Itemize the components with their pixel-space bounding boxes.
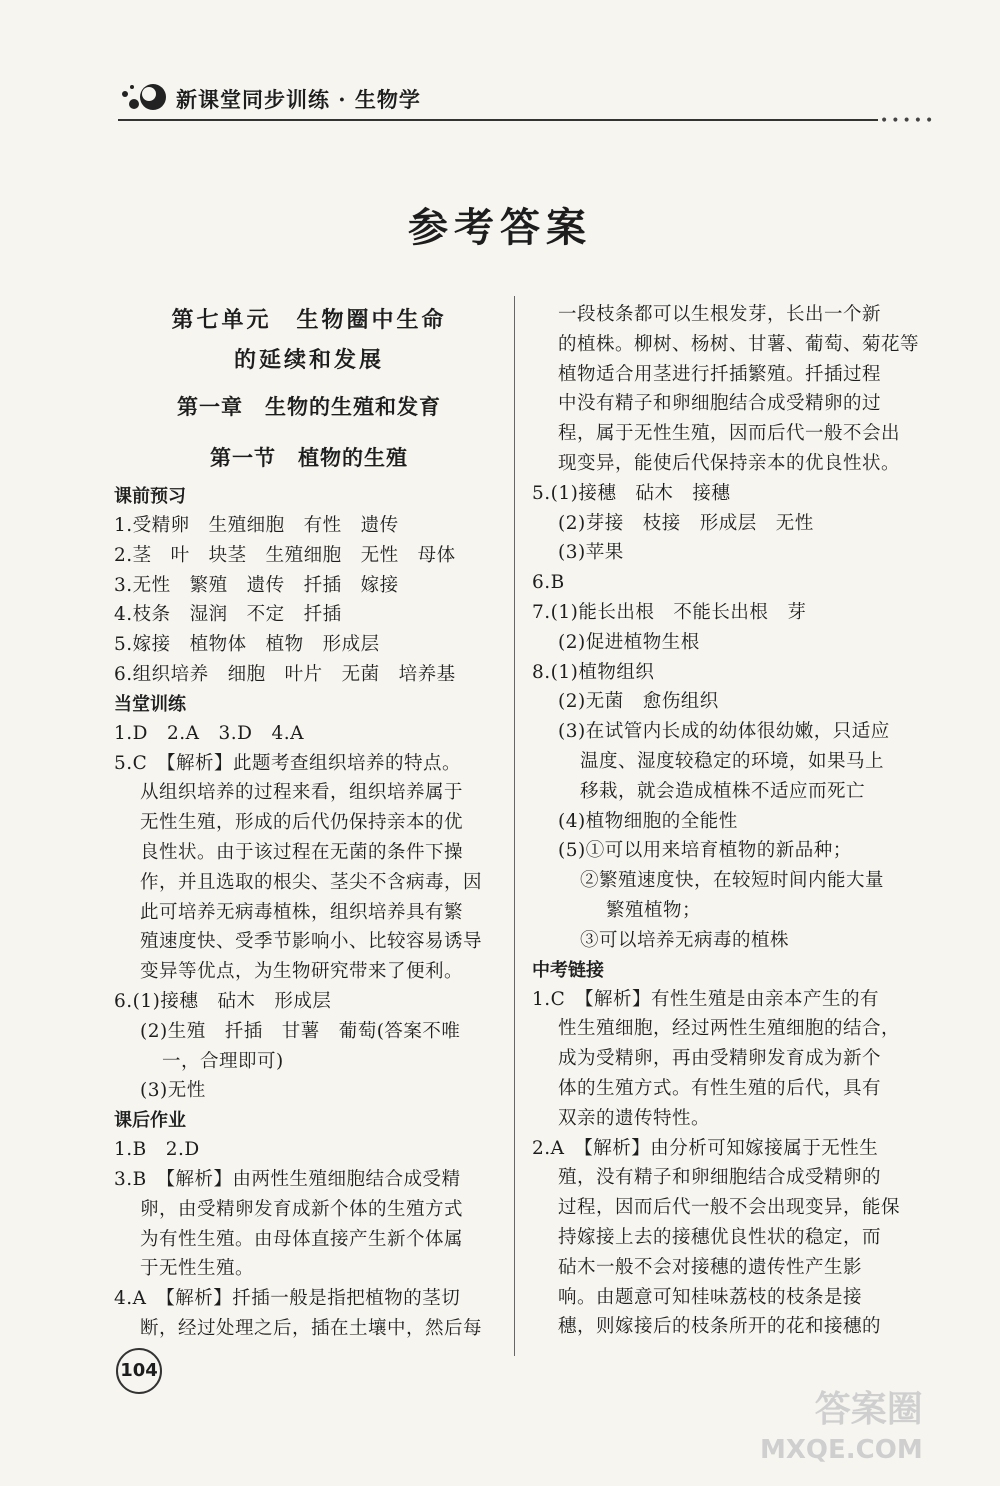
answer-line: (4)植物细胞的全能性 — [558, 810, 738, 832]
answer-line: (3)无性 — [140, 1080, 206, 1102]
answer-line: 作，并且选取的根尖、茎尖不含病毒，因 — [140, 871, 483, 893]
answer-line: (2)无菌 愈伤组织 — [558, 691, 719, 713]
answer-line: (2)促进植物生根 — [558, 631, 700, 653]
header-dots: ••••• — [880, 113, 937, 129]
answer-line: 3.B 【解析】由两性生殖细胞结合成受精 — [114, 1168, 461, 1190]
answer-line: ②繁殖速度快，在较短时间内能大量 — [580, 870, 885, 892]
answer-line: 此可培养无病毒植株，组织培养具有繁 — [140, 901, 464, 923]
answer-line: 繁殖植物； — [606, 899, 702, 921]
unit-title-line1: 第七单元 生物圈中生命 — [171, 307, 447, 333]
answer-line: 5.嫁接 植物体 植物 形成层 — [114, 634, 380, 656]
header-logo-icon — [118, 80, 168, 114]
heading-homework: 课后作业 — [114, 1110, 186, 1132]
heading-preview: 课前预习 — [114, 486, 186, 507]
page-title: 参考答案 — [408, 204, 592, 251]
answer-line: 2.茎 叶 块茎 生殖细胞 无性 母体 — [114, 544, 456, 566]
heading-classwork: 当堂训练 — [114, 693, 186, 715]
header-title: 新课堂同步训练 · 生物学 — [176, 87, 421, 112]
answer-line: (3)苹果 — [558, 542, 624, 564]
right-column — [532, 300, 922, 1342]
unit-title-line2: 的延续和发展 — [233, 347, 384, 373]
answer-line: 卵，由受精卵发育成新个体的生殖方式 — [140, 1198, 464, 1220]
answer-line: 成为受精卵，再由受精卵发育成为新个 — [558, 1048, 882, 1070]
answer-line: 穗，则嫁接后的枝条所开的花和接穗的 — [558, 1316, 882, 1338]
answer-line: 1.D 2.A 3.D 4.A — [114, 722, 304, 744]
answer-line: 5.(1)接穗 砧木 接穗 — [532, 482, 731, 504]
answer-line: 持嫁接上去的接穗优良性状的稳定，而 — [558, 1226, 882, 1248]
answer-line: 程，属于无性生殖，因而后代一般不会出 — [558, 423, 901, 445]
watermark-logo — [760, 1390, 923, 1470]
answer-line: 从组织培养的过程来看，组织培养属于 — [140, 782, 464, 804]
chapter-title: 第一章 生物的生殖和发育 — [177, 394, 441, 419]
column-divider — [514, 296, 515, 1356]
answer-line: 为有性生殖。由母体直接产生新个体属 — [140, 1228, 464, 1250]
answer-line: 4.A 【解析】扦插一般是指把植物的茎切 — [114, 1288, 461, 1310]
answer-line: ③可以培养无病毒的植株 — [580, 929, 790, 951]
answer-line: 植物适合用茎进行扦插繁殖。扦插过程 — [558, 363, 882, 385]
watermark-line2: MXQE.COM — [760, 1435, 923, 1465]
answer-line: 一段枝条都可以生根发芽，长出一个新 — [558, 304, 882, 325]
answer-line: 体的生殖方式。有性生殖的后代，具有 — [558, 1077, 882, 1099]
section-title: 第一节 植物的生殖 — [210, 445, 408, 470]
answer-line: 无性生殖，形成的后代仍保持亲本的优 — [140, 812, 464, 834]
answer-line: (5)①可以用来培育植物的新品种； — [558, 840, 852, 862]
heading-exam-link: 中考链接 — [532, 959, 604, 981]
answer-line: 1.B 2.D — [114, 1139, 200, 1161]
answer-line: 现变异，能使后代保持亲本的优良性状。 — [558, 452, 901, 474]
answer-line: 1.C 【解析】有性生殖是由亲本产生的有 — [532, 988, 880, 1010]
left-column — [114, 300, 504, 1344]
answer-line: 8.(1)植物组织 — [532, 661, 655, 683]
answer-line: (2)芽接 枝接 形成层 无性 — [558, 512, 814, 534]
answer-line: 殖速度快、受季节影响小、比较容易诱导 — [140, 931, 483, 953]
answer-line: 双亲的遗传特性。 — [558, 1107, 711, 1129]
answer-line: (3)在试管内长成的幼体很幼嫩，只适应 — [558, 721, 890, 743]
answer-line: 2.A 【解析】由分析可知嫁接属于无性生 — [532, 1137, 879, 1159]
answer-line: 砧木一般不会对接穗的遗传性产生影 — [558, 1256, 863, 1278]
answer-line: 3.无性 繁殖 遗传 扦插 嫁接 — [114, 574, 399, 596]
answer-line: 断，经过处理之后，插在土壤中，然后每 — [140, 1317, 483, 1339]
answer-line: 性生殖细胞，经过两性生殖细胞的结合， — [558, 1018, 901, 1040]
header-rule — [118, 119, 878, 121]
answer-line: 良性状。由于该过程在无菌的条件下操 — [140, 841, 464, 863]
watermark-line1: 答案圈 — [814, 1389, 923, 1430]
answer-line: 响。由题意可知桂味荔枝的枝条是接 — [558, 1286, 863, 1308]
answer-line: 移栽，就会造成植株不适应而死亡 — [580, 780, 866, 802]
answer-line: 的植株。柳树、杨树、甘薯、葡萄、菊花等 — [558, 333, 920, 355]
answer-line: 6.B — [532, 572, 565, 594]
answer-line: 7.(1)能长出根 不能长出根 芽 — [532, 601, 807, 623]
answer-line: 6.组织培养 细胞 叶片 无菌 培养基 — [114, 663, 456, 685]
answer-line: (2)生殖 扦插 甘薯 葡萄(答案不唯 — [140, 1020, 461, 1042]
answer-line: 于无性生殖。 — [140, 1258, 255, 1280]
answer-line: 温度、湿度较稳定的环境，如果马上 — [580, 750, 885, 772]
answer-line: 4.枝条 湿润 不定 扦插 — [114, 604, 342, 626]
answer-line: 殖，没有精子和卵细胞结合成受精卵的 — [558, 1167, 882, 1189]
answer-line: 中没有精子和卵细胞结合成受精卵的过 — [558, 393, 882, 415]
answer-line: 过程，因而后代一般不会出现变异，能保 — [558, 1197, 901, 1219]
page-number: 104 — [116, 1348, 162, 1394]
answer-line: 变异等优点，为生物研究带来了便利。 — [140, 961, 464, 983]
answer-line: 1.受精卵 生殖细胞 有性 遗传 — [114, 515, 399, 536]
answer-line: 6.(1)接穗 砧木 形成层 — [114, 990, 332, 1012]
answer-line: 一，合理即可) — [162, 1050, 284, 1072]
answer-line: 5.C 【解析】此题考查组织培养的特点。 — [114, 752, 462, 774]
